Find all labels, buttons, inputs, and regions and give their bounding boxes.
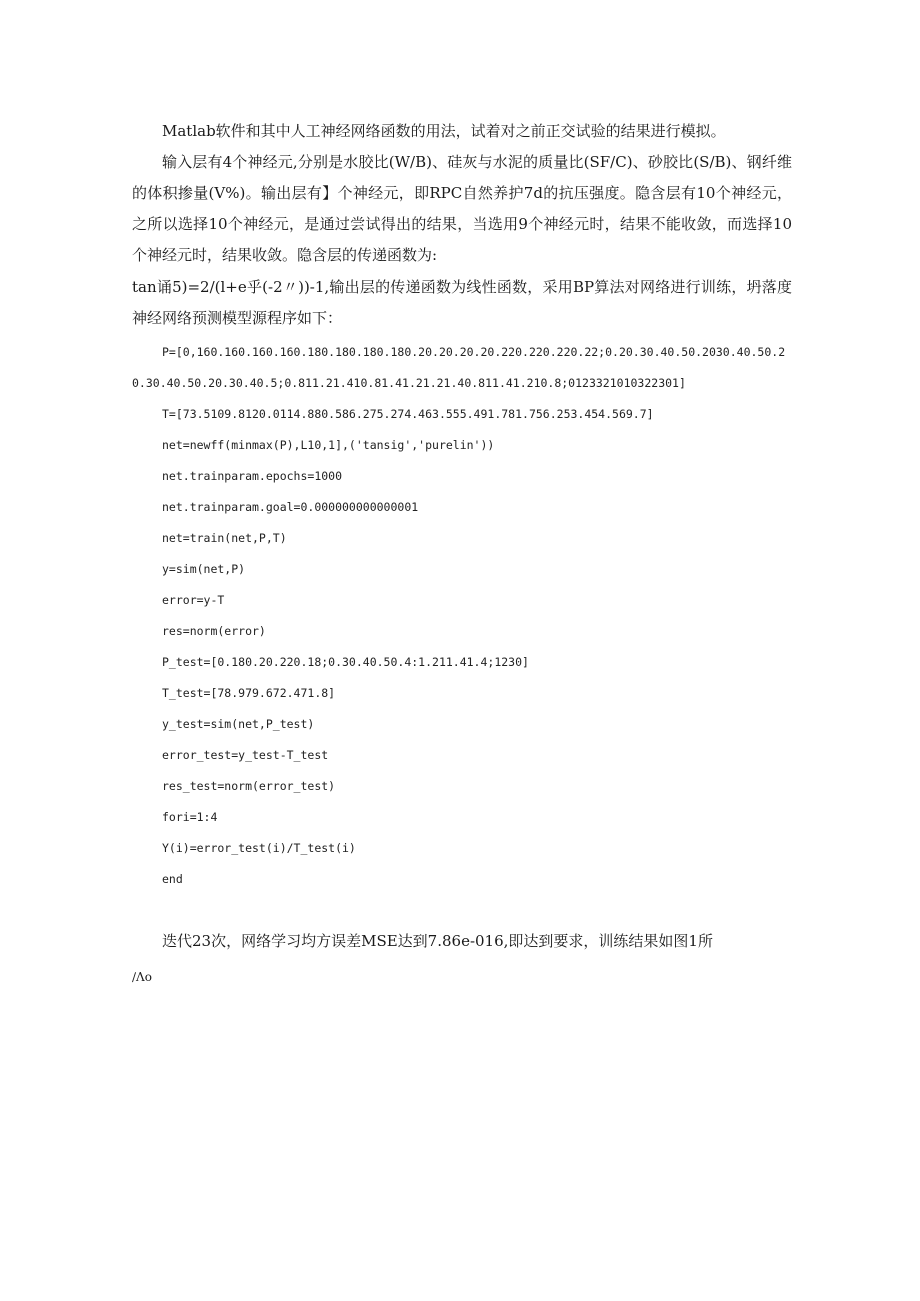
paragraph-continuation: ∕Λo	[132, 970, 152, 984]
code-line: Y(i)=error_test(i)/T_test(i)	[162, 841, 356, 855]
matlab-source-code	[132, 337, 792, 895]
code-line: y_test=sim(net,P_test)	[162, 717, 315, 731]
code-line: net=train(net,P,T)	[162, 531, 287, 545]
code-line: res_test=norm(error_test)	[162, 779, 336, 793]
code-line: P=[0,160.160.160.160.180.180.180.180.20.20.20.20.220.220.220.22;0.20.30.40.50.2030.40.50.20.30.40.50.20.30.40.5;0.811.21.410.81.41.21.21.40.811.41.210.8;0123321010322301]	[132, 345, 786, 390]
code-line: net.trainparam.goal=0.000000000000001	[162, 500, 419, 514]
code-line: fori=1:4	[162, 810, 218, 824]
code-line: end	[162, 872, 183, 886]
paragraph-training-result: 迭代23次，网络学习均方误差MSE达到7.86e-016,即达到要求，训练结果如图1所	[162, 932, 713, 950]
code-line: res=norm(error)	[162, 624, 266, 638]
code-line: net=newff(minmax(P),L10,1],('tansig','purelin'))	[162, 438, 495, 452]
code-line: error_test=y_test-T_test	[162, 748, 329, 762]
paragraph-matlab-intro: Matlab软件和其中人工神经网络函数的用法，试着对之前正交试验的结果进行模拟。	[162, 122, 726, 140]
code-line: net.trainparam.epochs=1000	[162, 469, 343, 483]
paragraph-transfer-function: tan诵5)=2/(l+e乎(-2〃))-1,输出层的传递函数为线性函数，采用BP算法对网络进行训练，坍落度神经网络预测模型源程序如下：	[132, 278, 792, 327]
code-line: P_test=[0.180.20.220.18;0.30.40.50.4:1.211.41.4;1230]	[162, 655, 529, 669]
code-line: y=sim(net,P)	[162, 562, 246, 576]
code-line: T=[73.5109.8120.0114.880.586.275.274.463.555.491.781.756.253.454.569.7]	[162, 407, 654, 421]
paragraph-input-layer: 输入层有4个神经元,分别是水胶比(W/B)、硅灰与水泥的质量比(SF/C)、砂胶比(S/B)、钢纤维的体积掺量(V%)。输出层有】个神经元，即RPC自然养护7d的抗压强度。隐含层有10个神经元，之所以选择10个神经元，是通过尝试得出的结果，当选用9个神经元时，结果不能收敛，而选择10个神经元时，结果收敛。隐含层的传递函数为:	[132, 153, 792, 264]
code-line: T_test=[78.979.672.471.8]	[162, 686, 336, 700]
code-line: error=y-T	[162, 593, 225, 607]
